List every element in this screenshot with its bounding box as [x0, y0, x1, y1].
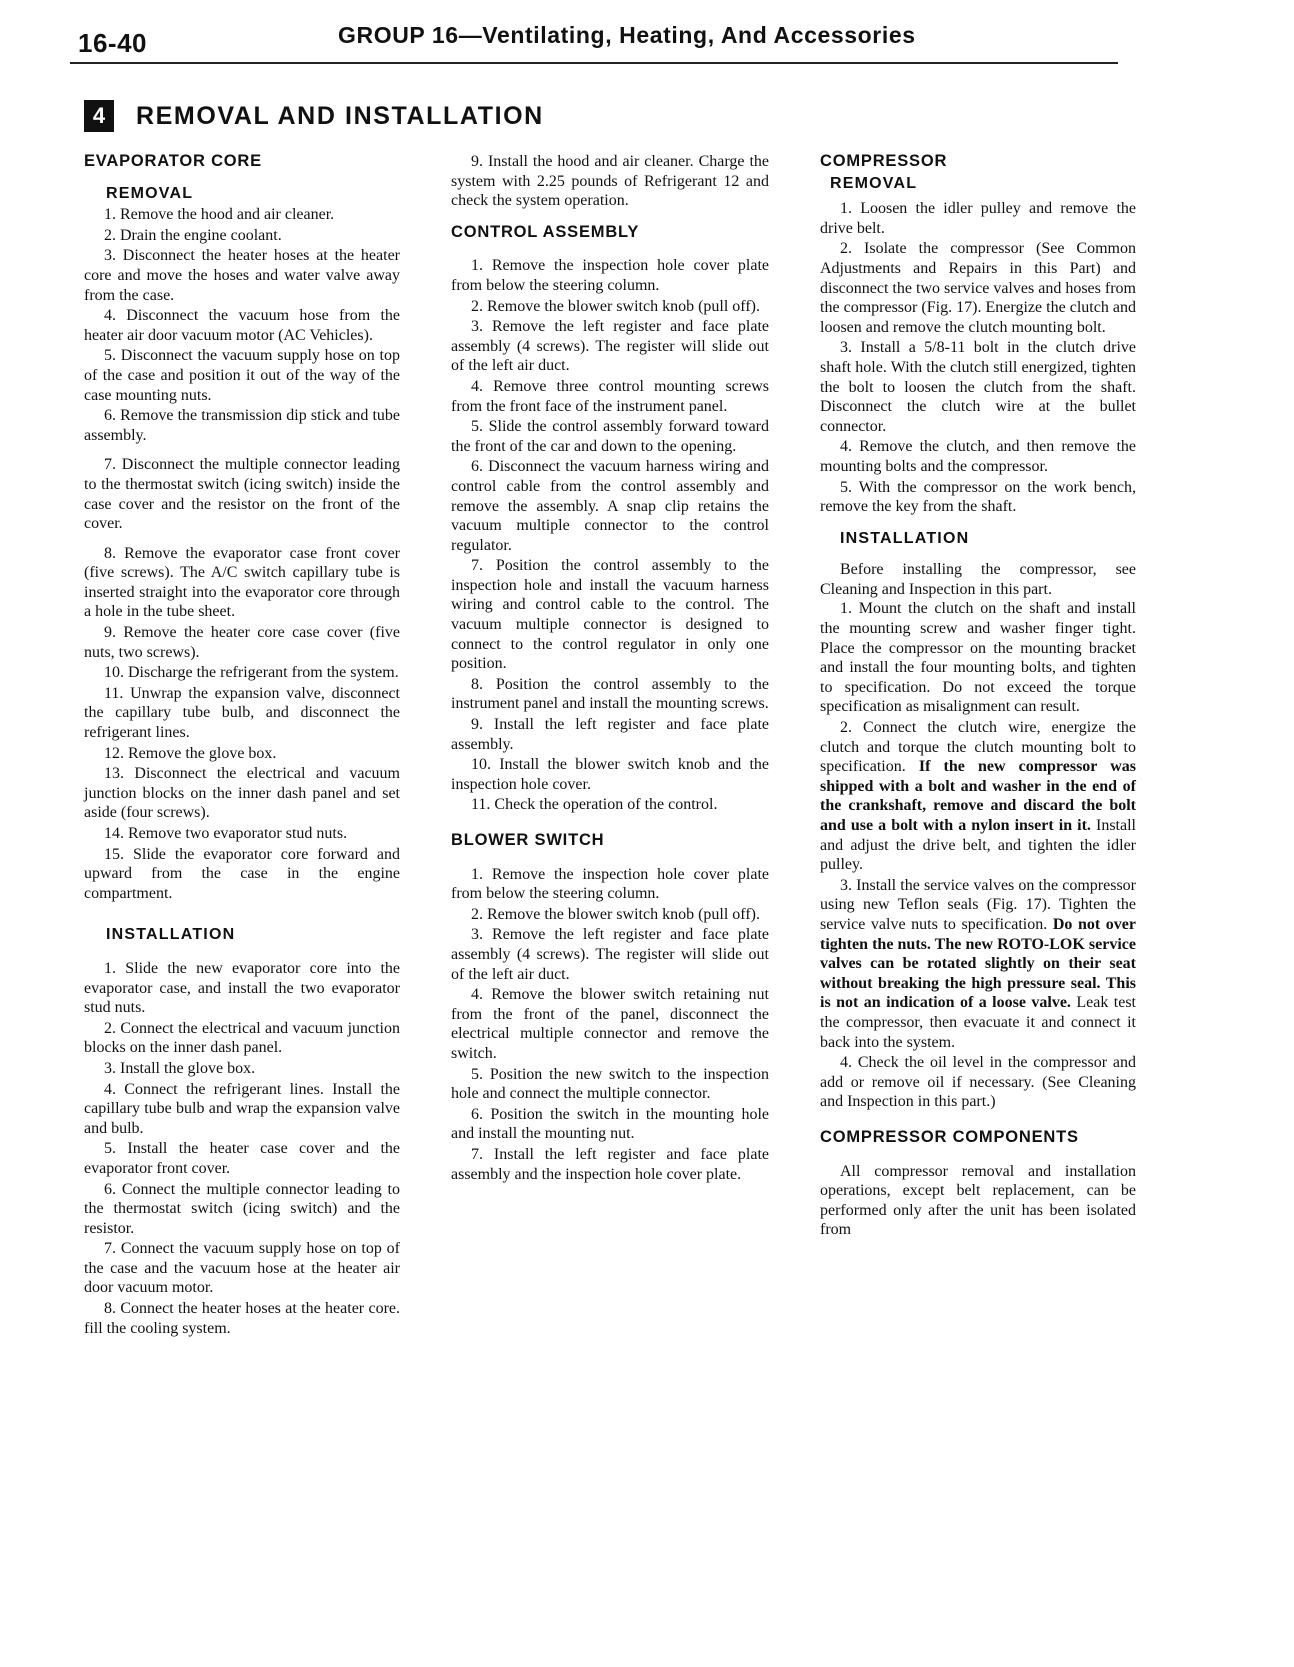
list-item: 8. Connect the heater hoses at the heater core. fill the cooling system. [84, 1300, 400, 1337]
list-item: 3. Install the glove box. [104, 1059, 256, 1077]
list-item: 1. Mount the clutch on the shaft and install the mounting screw and washer finger tight. Place the compressor on the mounting bracket and install the four mounting bolts, and tighten to specification. Do not exceed the torque specification as misalignment can result. [820, 600, 1136, 716]
evaporator-core-heading: EVAPORATOR CORE [84, 152, 262, 170]
list-item: 5. Position the new switch to the inspection hole and connect the multiple connector. [451, 1065, 769, 1103]
warning-text: Do not over tighten the nuts. The new ROTO-LOK service valves can be rotated slightly on their seat without breaking the high pressure seal. This is not an indication of a loose valve. [820, 915, 1137, 1012]
running-head: GROUP 16—Ventilating, Heating, And Accessories [338, 22, 916, 48]
list-item: 7. Position the control assembly to the inspection hole and install the vacuum harness wiring and control cable to the control. The vacuum multiple connector is designed to connect to the control regulator in only one position. [451, 557, 769, 673]
blower-switch-heading: BLOWER SWITCH [451, 831, 605, 849]
compressor-removal-steps [820, 199, 1136, 517]
evaporator-installation-heading: INSTALLATION [106, 926, 236, 944]
list-item: 3. Disconnect the heater hoses at the heater core and move the hoses and water valve away from the case. [84, 247, 400, 304]
list-item: 5. Install the heater case cover and the evaporator front cover. [84, 1140, 400, 1177]
list-item: 6. Position the switch in the mounting hole and install the mounting nut. [451, 1105, 769, 1143]
compressor-removal-heading: REMOVAL [830, 174, 918, 192]
list-item: 1. Remove the inspection hole cover plate from below the steering column. [451, 257, 769, 294]
list-item: 4. Remove three control mounting screws from the front face of the instrument panel. [451, 377, 769, 415]
list-item: 2. Isolate the compressor (See Common Adjustments and Repairs in this Part) and disconnect the two service valves and hoses from the compressor (Fig. 17). Energize the clutch and loosen and remove the clutch mounting bolt. [820, 240, 1136, 336]
list-item: 12. Remove the glove box. [104, 744, 277, 762]
list-item: 3. Remove the left register and face plate assembly (4 screws). The register will slide out of the left air duct. [451, 926, 769, 983]
step-text: 2. Connect the clutch wire, energize the clutch and torque the clutch mounting bolt to specification. [820, 719, 1136, 776]
control-assembly-steps [451, 256, 769, 815]
warning-text: If the new compressor was shipped with a bolt and washer in the end of the crankshaft, remove and discard the bolt and use a bolt with a nylon insert in it. [820, 758, 1136, 834]
list-item: 3. Remove the left register and face plate assembly (4 screws). The register will slide out of the left air duct. [451, 318, 769, 375]
evaporator-removal-heading: REMOVAL [106, 184, 194, 202]
list-item: 7. Install the left register and face plate assembly and the inspection hole cover plate. [451, 1145, 769, 1183]
column-3 [820, 152, 1136, 1240]
list-item: 4. Connect the refrigerant lines. Install the capillary tube bulb and wrap the expansion valve and bulb. [84, 1080, 400, 1137]
list-item: 4. Check the oil level in the compressor and add or remove oil if necessary. (See Cleaning and Inspection in this part.) [820, 1054, 1136, 1111]
list-item: 1. Loosen the idler pulley and remove the drive belt. [820, 200, 1136, 237]
list-item: 1. Remove the inspection hole cover plate from below the steering column. [451, 865, 769, 903]
list-item: 6. Disconnect the vacuum harness wiring and control cable from the control assembly and remove the assembly. A snap clip retains the vacuum multiple connector to the control regulator. [451, 458, 769, 554]
list-item: 9. Remove the heater core case cover (five nuts, two screws). [84, 624, 400, 661]
list-item: 6. Remove the transmission dip stick and tube assembly. [84, 407, 400, 444]
evaporator-removal-steps [84, 205, 400, 903]
list-item: 5. With the compressor on the work bench, remove the key from the shaft. [820, 478, 1136, 516]
list-item: 15. Slide the evaporator core forward and upward from the case in the engine compartment. [84, 845, 400, 902]
step-text: Leak test the compressor, then evacuate it and connect it back into the system. [820, 994, 1137, 1051]
list-item: 4. Remove the blower switch retaining nut from the front of the panel, disconnect the electrical multiple connector and remove the switch. [451, 986, 769, 1062]
compressor-installation-steps [820, 599, 1136, 1111]
step-text: 3. Install the service valves on the compressor using new Teflon seals (Fig. 17). Tighten the service valve nuts to specification. [820, 876, 1136, 933]
list-item: 14. Remove two evaporator stud nuts. [104, 825, 348, 842]
list-item: 11. Unwrap the expansion valve, disconnect the capillary tube bulb, and disconnect the refrigerant lines. [84, 684, 400, 742]
list-item: 10. Discharge the refrigerant from the system. [104, 664, 399, 682]
list-item: 6. Connect the multiple connector leading to the thermostat switch (icing switch) and the resistor. [84, 1180, 400, 1237]
list-item: 9. Install the left register and face plate assembly. [451, 716, 769, 753]
list-item [820, 718, 1136, 875]
list-item: 8. Position the control assembly to the instrument panel and install the mounting screws. [451, 675, 769, 713]
list-item: 2. Remove the blower switch knob (pull off). [471, 905, 760, 923]
list-item: 5. Slide the control assembly forward toward the front of the car and down to the opening. [451, 418, 769, 455]
compressor-components-text: All compressor removal and installation operations, except belt replacement, can be performed only after the unit has been isolated from [820, 1162, 1136, 1239]
list-item: 3. Install a 5/8-11 bolt in the clutch drive shaft hole. With the clutch still energized, tighten the bolt to loosen the clutch from the shaft. Disconnect the clutch wire at the bullet connector. [820, 339, 1136, 435]
step-text: Install and adjust the drive belt, and tighten the idler pulley. [820, 817, 1136, 874]
section-heading [84, 100, 544, 132]
evaporator-installation-steps [84, 959, 400, 1338]
list-item: 7. Connect the vacuum supply hose on top of the case and the vacuum hose at the heater air door vacuum motor. [84, 1240, 400, 1297]
control-assembly-heading: CONTROL ASSEMBLY [451, 222, 640, 241]
header-rule [70, 62, 1118, 64]
section-title: REMOVAL AND INSTALLATION [136, 101, 544, 130]
list-item: 7. Disconnect the multiple connector leading to the thermostat switch (icing switch) inside the case cover and the resistor on the front of the cover. [84, 456, 400, 533]
list-item: 11. Check the operation of the control. [471, 796, 718, 814]
list-item: 5. Disconnect the vacuum supply hose on top of the case and position it out of the way of the case mounting nuts. [84, 347, 400, 404]
blower-switch-steps [451, 865, 769, 1185]
list-item: 8. Remove the evaporator case front cover (five screws). The A/C switch capillary tube is inserted straight into the evaporator core through a hole in the tube sheet. [84, 544, 400, 621]
column-1 [84, 152, 400, 1339]
page-number: 16-40 [78, 28, 147, 58]
list-item: 1. Remove the hood and air cleaner. [104, 206, 335, 224]
list-item: 2. Drain the engine coolant. [104, 226, 282, 244]
list-item: 2. Connect the electrical and vacuum junction blocks on the inner dash panel. [84, 1019, 400, 1057]
compressor-heading: COMPRESSOR [820, 152, 948, 170]
compressor-installation-heading: INSTALLATION [840, 529, 970, 547]
list-item: 4. Disconnect the vacuum hose from the heater air door vacuum motor (AC Vehicles). [84, 307, 400, 344]
list-item: 9. Install the hood and air cleaner. Charge the system with 2.25 pounds of Refrigerant 12 and check the system operation. [451, 153, 769, 210]
list-item: 2. Remove the blower switch knob (pull off). [471, 297, 760, 315]
list-item: 10. Install the blower switch knob and the inspection hole cover. [451, 756, 769, 793]
section-number-badge: 4 [84, 100, 114, 132]
list-item [820, 876, 1136, 1052]
compressor-components-heading: COMPRESSOR COMPONENTS [820, 1127, 1079, 1146]
column-2 [451, 152, 769, 1185]
list-item: 4. Remove the clutch, and then remove the mounting bolts and the compressor. [820, 438, 1136, 475]
compressor-installation-intro: Before installing the compressor, see Cleaning and Inspection in this part. [820, 561, 1136, 598]
list-item: 13. Disconnect the electrical and vacuum junction blocks on the inner dash panel and set aside (four screws). [84, 765, 400, 822]
list-item: 1. Slide the new evaporator core into the evaporator case, and install the two evaporator stud nuts. [84, 959, 400, 1017]
